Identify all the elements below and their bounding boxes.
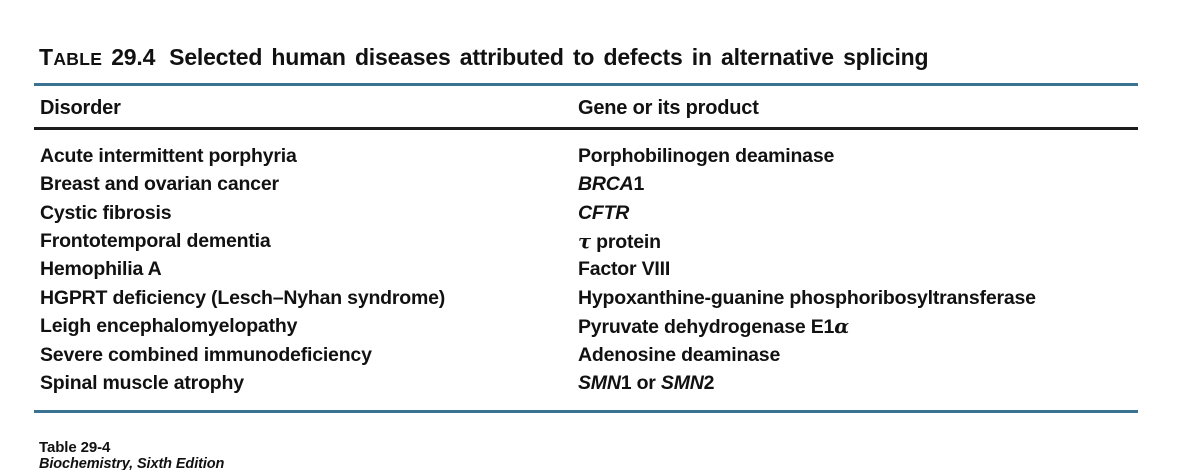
table-row: [40, 256, 1144, 284]
gene-text: 2: [703, 372, 715, 395]
disorder-cell: Cystic fibrosis: [40, 201, 172, 224]
disorder-cell: Severe combined immunodeficiency: [40, 343, 372, 366]
table-row: [40, 199, 1144, 227]
gene-text: 1 or: [620, 372, 661, 395]
gene-text: Porphobilinogen deaminase: [578, 144, 835, 167]
table-row: [40, 227, 1144, 255]
header-rule: [34, 127, 1138, 130]
figure-caption-source: Biochemistry, Sixth Edition: [39, 456, 225, 470]
gene-symbol: α: [834, 314, 850, 338]
gene-text: 1: [633, 173, 645, 196]
table-row: [40, 341, 1144, 369]
bottom-rule: [34, 410, 1138, 413]
gene-symbol: SMN: [578, 372, 621, 395]
gene-cell: [578, 372, 1144, 395]
gene-cell: [578, 230, 1144, 254]
figure-caption-label: Table 29-4: [39, 439, 111, 456]
gene-text: Hypoxanthine-guanine phosphoribosyltransferase: [578, 286, 1036, 309]
top-rule: [34, 83, 1138, 86]
table-title-text: Selected human diseases attributed to defects in alternative splicing: [169, 44, 929, 70]
gene-symbol: τ: [578, 229, 591, 253]
gene-cell: [578, 315, 1144, 339]
table-body: [40, 142, 1144, 398]
disorder-cell: Frontotemporal dementia: [40, 230, 271, 253]
column-header-gene: Gene or its product: [578, 97, 759, 119]
table-row: [40, 284, 1144, 312]
gene-cell: [578, 287, 1144, 310]
gene-text: Pyruvate dehydrogenase E1: [578, 315, 835, 338]
gene-text: protein: [590, 230, 661, 253]
gene-text: Adenosine deaminase: [578, 343, 781, 366]
disorder-cell: Acute intermittent porphyria: [40, 144, 297, 167]
table-row: [40, 370, 1144, 398]
column-header-disorder: Disorder: [40, 97, 121, 119]
gene-text: Factor VIII: [578, 258, 671, 281]
disorder-cell: Hemophilia A: [40, 258, 162, 281]
gene-cell: [578, 344, 1144, 367]
gene-symbol: CFTR: [578, 201, 630, 224]
disorder-cell: Breast and ovarian cancer: [40, 173, 279, 196]
disorder-cell: Leigh encephalomyelopathy: [40, 315, 298, 338]
disorder-cell: HGPRT deficiency (Lesch–Nyhan syndrome): [40, 286, 446, 309]
gene-cell: [578, 145, 1144, 168]
table-row: [40, 313, 1144, 341]
gene-symbol: BRCA: [578, 173, 634, 196]
gene-cell: [578, 202, 1144, 225]
gene-cell: [578, 173, 1144, 196]
table-header-row: [40, 97, 1140, 120]
table-title-word: TABLE: [39, 44, 103, 70]
table-title-number: 29.4: [111, 44, 156, 70]
gene-cell: [578, 258, 1144, 281]
table-title: [39, 44, 928, 71]
table-row: [40, 142, 1144, 170]
table-row: [40, 170, 1144, 198]
gene-symbol: SMN: [660, 372, 704, 395]
disorder-cell: Spinal muscle atrophy: [40, 372, 244, 395]
